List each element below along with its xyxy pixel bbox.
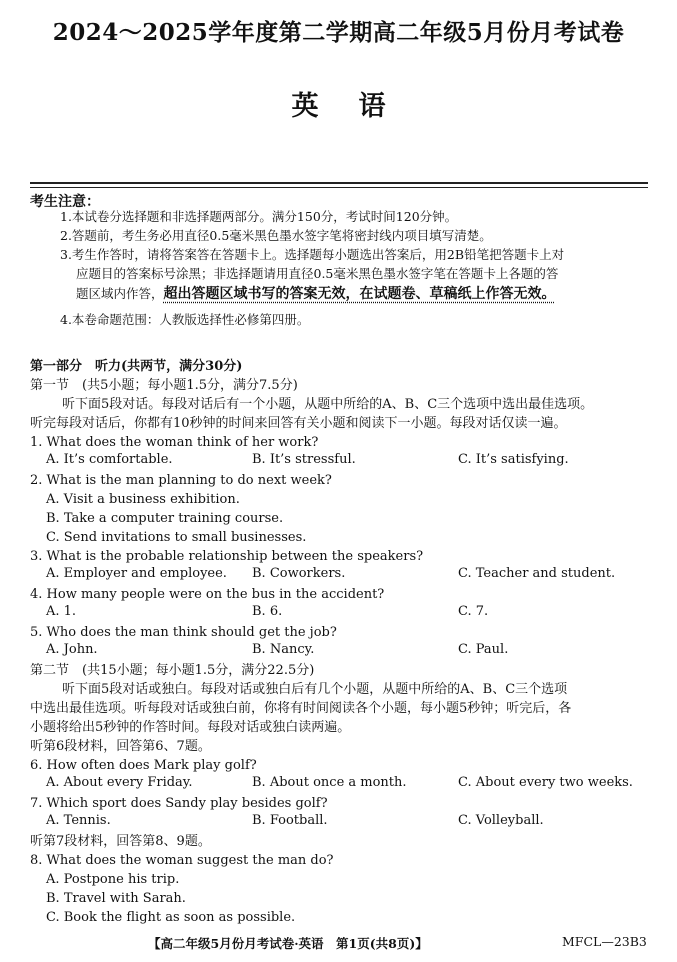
- question-1: 1. What does the woman think of her work?: [30, 435, 319, 450]
- option-b: B. 6.: [252, 604, 283, 619]
- notice-item-1: 1.本试卷分选择题和非选择题两部分。满分150分，考试时间120分钟。: [60, 209, 458, 224]
- option-c: C. Teacher and student.: [458, 566, 616, 581]
- question-4: 4. How many people were on the bus in the accident?: [30, 587, 385, 602]
- question-7: 7. Which sport does Sandy play besides golf?: [30, 796, 328, 811]
- footer-code: MFCL—23B3: [562, 934, 647, 949]
- section1-instructions-1: 听下面5段对话。每段对话后有一个小题，从题中所给的A、B、C三个选项中选出最佳选项。: [62, 397, 594, 412]
- option-b: B. Football.: [252, 813, 328, 828]
- option-b: B. Nancy.: [252, 642, 315, 657]
- section2-instructions-1: 听下面5段对话或独白。每段对话或独白后有几个小题，从题中所给的A、B、C三个选项: [62, 682, 568, 697]
- option-b: B. It’s stressful.: [252, 452, 356, 467]
- section1-instructions-2: 听完每段对话后，你都有10秒钟的时间来回答有关小题和阅读下一小题。每段对话仅读一遍。: [30, 416, 567, 431]
- option-b: B. Take a computer training course.: [46, 511, 284, 526]
- notice-item-2: 2.答题前，考生务必用直径0.5毫米黑色墨水签字笔将密封线内项目填写清楚。: [60, 228, 492, 243]
- option-c: C. 7.: [458, 604, 489, 619]
- option-a: A. About every Friday.: [46, 775, 193, 790]
- option-b: B. Coworkers.: [252, 566, 346, 581]
- section2-instructions-2: 中选出最佳选项。听每段对话或独白前，你将有时间阅读各个小题，每小题5秒钟；听完后，各: [30, 701, 572, 716]
- option-a: A. John.: [46, 642, 98, 657]
- question-3-options: [0, 566, 677, 585]
- notice-item-4: 4.本卷命题范围：人教版选择性必修第四册。: [60, 312, 310, 327]
- option-c: C. It’s satisfying.: [458, 452, 569, 467]
- option-a: A. 1.: [46, 604, 77, 619]
- part1-heading: 第一部分 听力(共两节，满分30分): [30, 359, 243, 374]
- question-5: 5. Who does the man think should get the job?: [30, 625, 337, 640]
- notice-item-3-cont: 应题目的答案标号涂黑；非选择题请用直径0.5毫米黑色墨水签字笔在答题卡上各题的答: [76, 266, 559, 281]
- option-b: B. Travel with Sarah.: [46, 891, 186, 906]
- divider-thin: [30, 187, 648, 188]
- section2-instructions-3: 小题将给出5秒钟的作答时间。每段对话或独白读两遍。: [30, 720, 351, 735]
- question-2: 2. What is the man planning to do next week?: [30, 473, 332, 488]
- question-7-options: [0, 813, 677, 832]
- section2-heading: 第二节 (共15小题；每小题1.5分，满分22.5分): [30, 663, 315, 678]
- notice-emphasis: 超出答题区域书写的答案无效，在试题卷、草稿纸上作答无效。: [163, 286, 556, 302]
- question-3: 3. What is the probable relationship between the speakers?: [30, 549, 424, 564]
- option-b: B. About once a month.: [252, 775, 407, 790]
- option-a: A. Visit a business exhibition.: [46, 492, 240, 507]
- option-a: A. Postpone his trip.: [46, 872, 180, 887]
- option-a: A. Employer and employee.: [46, 566, 227, 581]
- option-c: C. Send invitations to small businesses.: [46, 530, 307, 545]
- question-6: 6. How often does Mark play golf?: [30, 758, 257, 773]
- exam-title: 2024～2025学年度第二学期高二年级5月份月考试卷: [52, 19, 625, 46]
- notice-item-3-tail: 题区域内作答，: [76, 286, 164, 301]
- material-7-label: 听第7段材料，回答第8、9题。: [30, 834, 211, 849]
- question-6-options: [0, 775, 677, 794]
- material-6-label: 听第6段材料，回答第6、7题。: [30, 739, 211, 754]
- option-c: C. About every two weeks.: [458, 775, 633, 790]
- notice-item-3: 3.考生作答时，请将答案答在答题卡上。选择题每小题选出答案后，用2B铅笔把答题卡上对: [60, 247, 565, 262]
- option-a: A. Tennis.: [46, 813, 111, 828]
- option-c: C. Paul.: [458, 642, 509, 657]
- section1-heading: 第一节 (共5小题；每小题1.5分，满分7.5分): [30, 378, 298, 393]
- footer-page-info: 【高二年级5月份月考试卷·英语 第1页(共8页)】: [148, 936, 428, 951]
- option-c: C. Volleyball.: [458, 813, 544, 828]
- option-c: C. Book the flight as soon as possible.: [46, 910, 296, 925]
- notice-item-3-cont2: [76, 284, 556, 304]
- notice-heading: 考生注意：: [30, 194, 100, 210]
- subject-title: 英语: [291, 91, 426, 122]
- option-a: A. It’s comfortable.: [46, 452, 173, 467]
- question-4-options: [0, 604, 677, 623]
- divider-thick: [30, 182, 648, 184]
- question-5-options: [0, 642, 677, 661]
- question-1-options: [0, 452, 677, 471]
- question-8: 8. What does the woman suggest the man do?: [30, 853, 334, 868]
